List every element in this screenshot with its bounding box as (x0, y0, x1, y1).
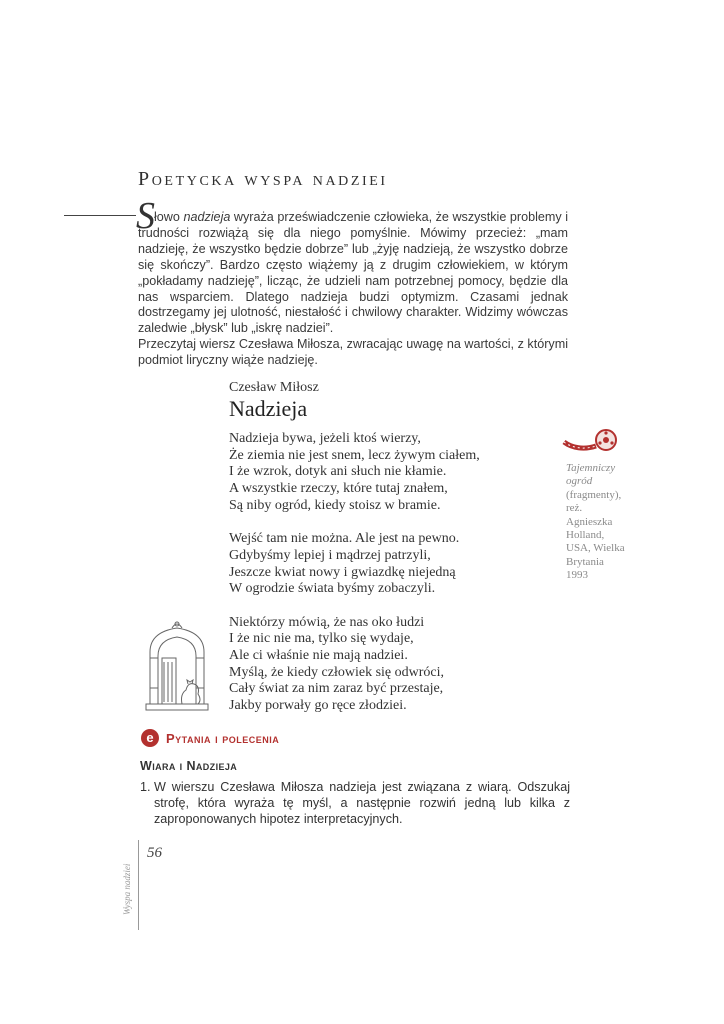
task-number: 1. (140, 780, 151, 794)
poem-line: W ogrodzie świata byśmy zobaczyli. (229, 581, 436, 597)
running-head (122, 847, 136, 917)
poem-line: I że nic nie ma, tylko się wydaje, (229, 631, 414, 647)
running-head-text: Wyspa nadziei (122, 863, 132, 915)
drop-cap: S (136, 195, 155, 237)
poem-stanza-2 (229, 531, 480, 598)
intro-text (138, 210, 568, 369)
caption-details: (fragmenty), reż. Agnieszka Holland, USA, Wielka Brytania 1993 (566, 488, 625, 582)
poem-line: Niektórzy mówią, że nas oko łudzi (229, 614, 425, 630)
intro-emphasis: nadzieja (183, 210, 231, 224)
poem-line: Są niby ogród, kiedy stoisz w bramie. (229, 497, 441, 513)
poem-body (229, 431, 480, 731)
film-reel-icon (562, 428, 622, 456)
poem-line: Wejść tam nie można. Ale jest na pewno. (229, 531, 460, 547)
poem-line: Cały świat za nim zaraz być przestaje, (229, 681, 444, 697)
poem-line: A wszystkie rzeczy, które tutaj znałem, (229, 481, 448, 497)
section-title: Poetycka wyspa nadziei (138, 168, 388, 190)
poem-line: Ale ci właśnie nie mają nadziei. (229, 647, 408, 663)
intro-paragraph-1 (138, 210, 568, 337)
poem-line: Jeszcze kwiat nowy i gwiazdkę niejedną (229, 564, 456, 580)
garden-gate-illustration (142, 618, 212, 712)
intro-word-rest: łowo (154, 210, 184, 224)
questions-heading: Pytania i polecenia (166, 731, 280, 746)
poem-line: Że ziemia nie jest snem, lecz żywym ciałem, (229, 447, 480, 463)
decorative-rule (64, 215, 136, 216)
poem-line: I że wzrok, dotyk ani słuch nie kłamie. (229, 464, 447, 480)
questions-subheading: Wiara i Nadzieja (140, 759, 238, 773)
questions-icon: e (141, 729, 159, 747)
poem-line: Gdybyśmy lepiej i mądrzej patrzyli, (229, 547, 431, 563)
poem-stanza-3 (229, 615, 480, 715)
task-item-1 (140, 779, 570, 828)
poem-author: Czesław Miłosz (229, 380, 319, 395)
poem-line: Myślą, że kiedy człowiek się odwróci, (229, 664, 444, 680)
footer-rule (138, 840, 139, 930)
intro-paragraph-2: Przeczytaj wiersz Czesława Miłosza, zwracając uwagę na wartości, z którymi podmiot liryczny wiąże nadzieję. (138, 337, 568, 368)
intro-body: wyraża przeświadczenie człowieka, że wszystkie problemy i trudności rozwiążą się dla niego pomyślnie. Mówimy przecież: „mam nadzieję, że wszystko będzie dobrze” lub „żyję nadzieją, że wszystko dobrze się skończy”. Bardzo często wiążemy ją z drugim człowiekiem, w którym „pokładamy nadzieję”, licząc, że udzieli nam potrzebnej pomocy, będzie dla nas wsparciem. Dlatego nadzieja budzi optymizm. Czasami jednak dostrzegamy jej ulotność, niestałość i chwilowy charakter. Widzimy wówczas zaledwie „błysk” lub „iskrę nadziei”. (138, 210, 568, 336)
task-text: W wierszu Czesława Miłosza nadzieja jest związana z wiarą. Odszukaj strofę, która wyraża tę myśl, a następnie rozwiń jedną lub kilka z zaproponowanych hipotez interpretacyjnych. (154, 780, 570, 827)
poem-line: Nadzieja bywa, jeżeli ktoś wierzy, (229, 431, 421, 446)
poem-line: Jakby porwały go ręce złodziei. (229, 698, 407, 713)
poem-title: Nadzieja (229, 396, 308, 421)
caption-title: Tajemniczy ogród (566, 462, 616, 488)
poem-stanza-1 (229, 431, 480, 514)
film-caption (566, 462, 626, 583)
page-number: 56 (147, 845, 162, 861)
